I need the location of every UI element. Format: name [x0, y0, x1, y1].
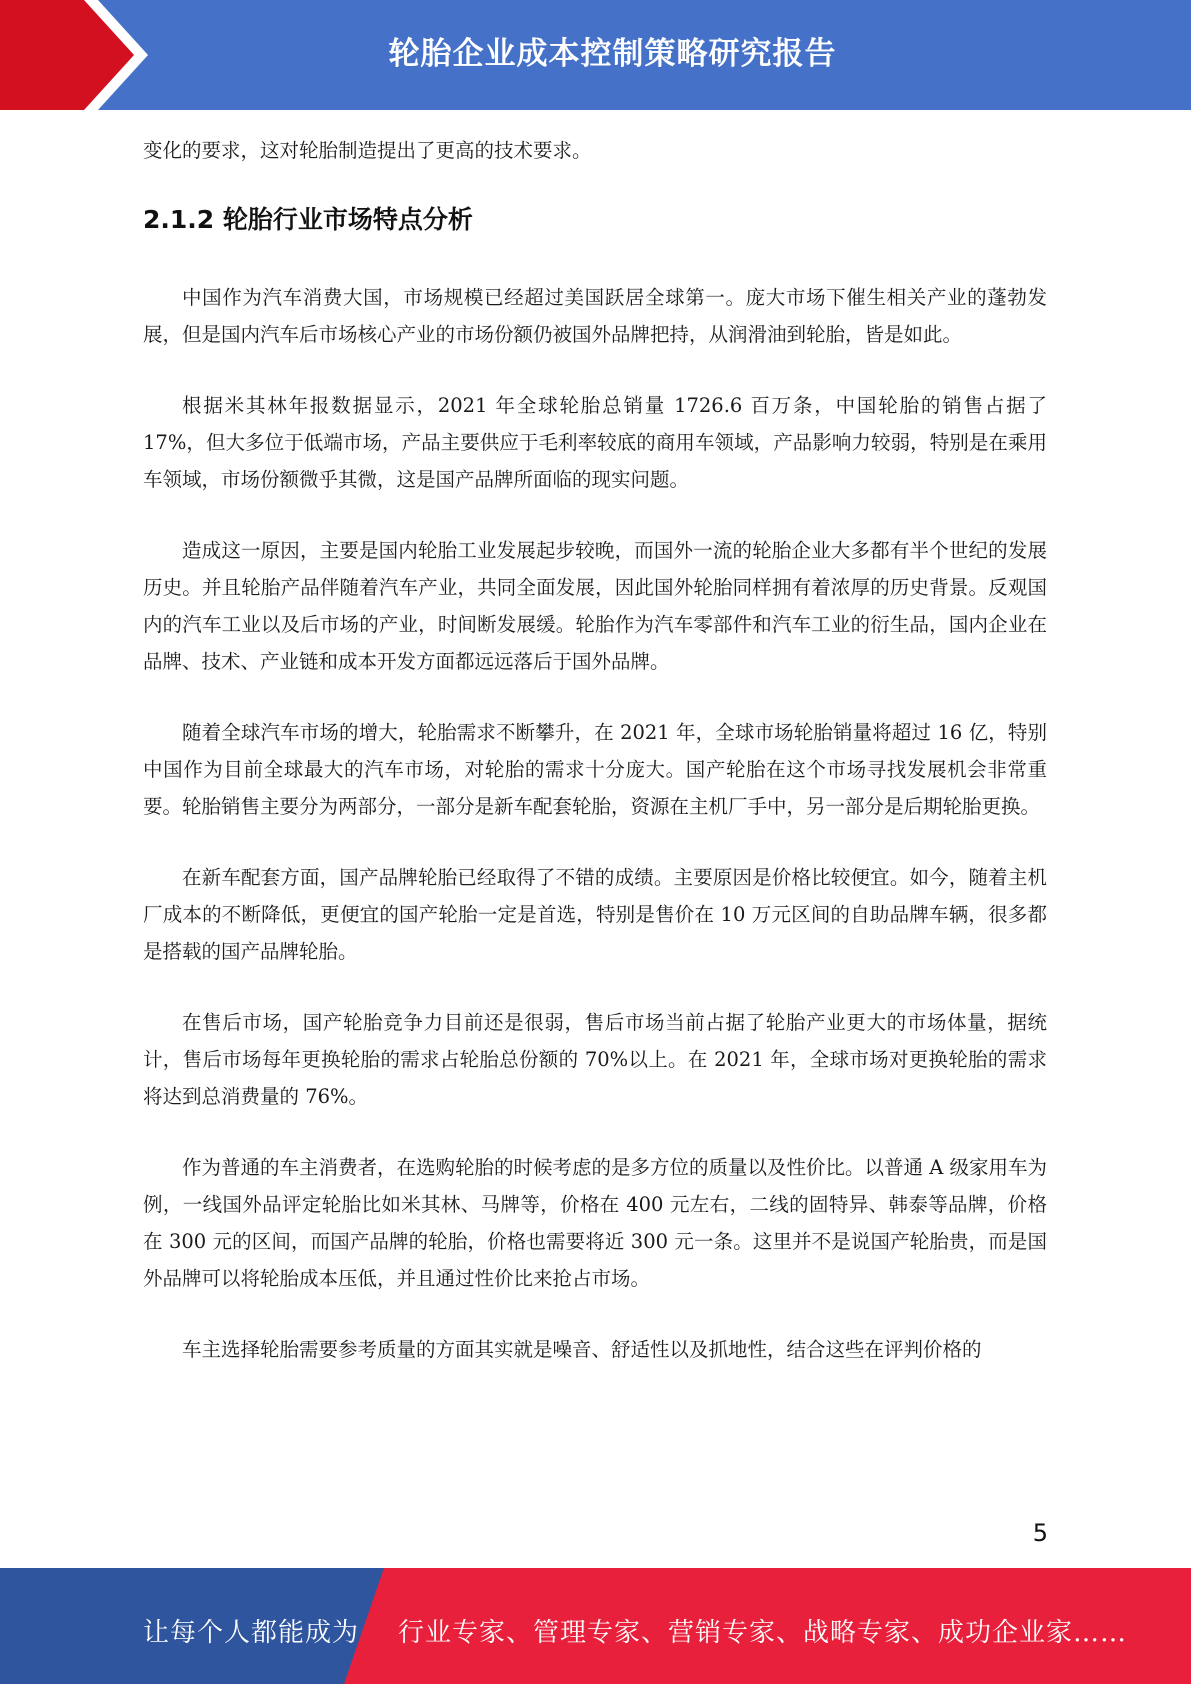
body-paragraph: 作为普通的车主消费者，在选购轮胎的时候考虑的是多方位的质量以及性价比。以普通 A 级家用车为例，一线国外品评定轮胎比如米其林、马牌等，价格在 400 元左右，二线的固特异、韩泰等品牌，价格在 300 元的区间，而国产品牌的轮胎，价格也需要将近 300 元一条。这里并不是说国产轮胎贵，而是国外品牌可以将轮胎成本压低，并且通过性价比来抢占市场。: [143, 1156, 1047, 1290]
footer-slogan-right: 行业专家、管理专家、营销专家、战略专家、成功企业家……: [398, 1618, 1128, 1648]
report-title: 轮胎企业成本控制策略研究报告: [388, 36, 837, 72]
footer-slogan-left: 让每个人都能成为: [143, 1618, 360, 1648]
continued-paragraph: 变化的要求，这对轮胎制造提出了更高的技术要求。: [143, 139, 592, 162]
page-content: [143, 132, 1047, 1368]
body-paragraph: 造成这一原因，主要是国内轮胎工业发展起步较晚，而国外一流的轮胎企业大多都有半个世纪的发展历史。并且轮胎产品伴随着汽车产业，共同全面发展，因此国外轮胎同样拥有着浓厚的历史背景。反观国内的汽车工业以及后市场的产业，时间断发展缓。轮胎作为汽车零部件和汽车工业的衍生品，国内企业在品牌、技术、产业链和成本开发方面都远远落后于国外品牌。: [143, 539, 1047, 673]
body-paragraph: 在售后市场，国产轮胎竞争力目前还是很弱，售后市场当前占据了轮胎产业更大的市场体量，据统计，售后市场每年更换轮胎的需求占轮胎总份额的 70%以上。在 2021 年，全球市场对更换轮胎的需求将达到总消费量的 76%。: [143, 1011, 1047, 1108]
page-footer: [0, 1568, 1191, 1684]
section-heading: 2.1.2 轮胎行业市场特点分析: [143, 205, 473, 234]
body-paragraph: 根据米其林年报数据显示，2021 年全球轮胎总销量 1726.6 百万条，中国轮胎的销售占据了 17%，但大多位于低端市场，产品主要供应于毛利率较底的商用车领域，产品影响力较弱，特别是在乘用车领域，市场份额微乎其微，这是国产品牌所面临的现实问题。: [143, 394, 1047, 491]
body-paragraph: 在新车配套方面，国产品牌轮胎已经取得了不错的成绩。主要原因是价格比较便宜。如今，随着主机厂成本的不断降低，更便宜的国产轮胎一定是首选，特别是售价在 10 万元区间的自助品牌车辆，很多都是搭载的国产品牌轮胎。: [143, 866, 1047, 963]
page-number: 5: [1032, 1519, 1048, 1547]
page-header: [0, 0, 1191, 110]
body-paragraph: 中国作为汽车消费大国，市场规模已经超过美国跃居全球第一。庞大市场下催生相关产业的蓬勃发展，但是国内汽车后市场核心产业的市场份额仍被国外品牌把持，从润滑油到轮胎，皆是如此。: [143, 286, 1047, 346]
body-paragraph: 随着全球汽车市场的增大，轮胎需求不断攀升，在 2021 年，全球市场轮胎销量将超过 16 亿，特别中国作为目前全球最大的汽车市场，对轮胎的需求十分庞大。国产轮胎在这个市场寻找发展机会非常重要。轮胎销售主要分为两部分，一部分是新车配套轮胎，资源在主机厂手中，另一部分是后期轮胎更换。: [143, 721, 1047, 818]
body-paragraph: 车主选择轮胎需要参考质量的方面其实就是噪音、舒适性以及抓地性，结合这些在评判价格的: [182, 1338, 982, 1361]
